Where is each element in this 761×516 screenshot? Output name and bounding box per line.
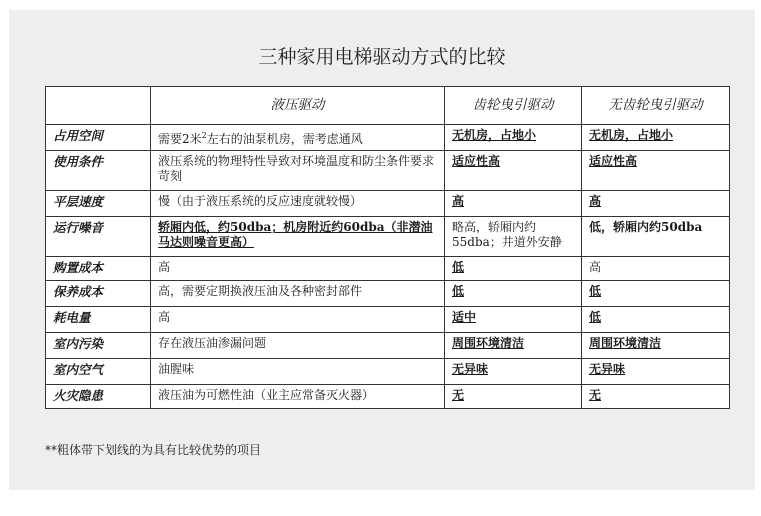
- row-label: 占用空间: [46, 125, 151, 151]
- row-label: 室内污染: [46, 333, 151, 359]
- cell-geared: 周围环境清洁: [445, 333, 582, 359]
- cell-hydraulic: 轿厢内低，约50dba；机房附近约60dba（非潜油马达则噪音更高）: [151, 217, 445, 257]
- cell-gearless: 低，轿厢内约50dba: [582, 217, 730, 257]
- table-row: [46, 191, 730, 217]
- cell-hydraulic: 液压系统的物理特性导致对环境温度和防尘条件要求苛刻: [151, 151, 445, 191]
- cell-geared: 略高，轿厢内约55dba；井道外安静: [445, 217, 582, 257]
- cell-geared: 适应性高: [445, 151, 582, 191]
- cell-gearless: 适应性高: [582, 151, 730, 191]
- cell-hydraulic: 慢（由于液压系统的反应速度就较慢）: [151, 191, 445, 217]
- cell-gearless: 高: [582, 191, 730, 217]
- cell-gearless: 无机房，占地小: [582, 125, 730, 151]
- cell-geared: 无: [445, 385, 582, 409]
- cell-geared: 高: [445, 191, 582, 217]
- cell-gearless: 周围环境清洁: [582, 333, 730, 359]
- row-label: 平层速度: [46, 191, 151, 217]
- cell-hydraulic: 需要2米$^2$左右的油泵机房，需考虑通风: [151, 125, 445, 151]
- cell-hydraulic: 存在液压油渗漏问题: [151, 333, 445, 359]
- cell-gearless: 高: [582, 257, 730, 281]
- cell-hydraulic: 液压油为可燃性油（业主应常备灭火器）: [151, 385, 445, 409]
- header-corner: [46, 87, 151, 125]
- table-row: [46, 257, 730, 281]
- table-row: [46, 333, 730, 359]
- table-row: [46, 125, 730, 151]
- header-geared-traction: 齿轮曳引驱动: [445, 87, 582, 125]
- row-label: 室内空气: [46, 359, 151, 385]
- cell-gearless: 低: [582, 281, 730, 307]
- header-gearless-traction: 无齿轮曳引驱动: [582, 87, 730, 125]
- cell-gearless: 无: [582, 385, 730, 409]
- row-label: 耗电量: [46, 307, 151, 333]
- cell-geared: 无机房，占地小: [445, 125, 582, 151]
- row-label: 使用条件: [46, 151, 151, 191]
- document-page: [9, 10, 755, 490]
- cell-hydraulic: 高，需要定期换液压油及各种密封部件: [151, 281, 445, 307]
- table-row: [46, 307, 730, 333]
- page-title: 三种家用电梯驱动方式的比较: [258, 46, 506, 68]
- row-label: 保养成本: [46, 281, 151, 307]
- table-row: [46, 151, 730, 191]
- cell-hydraulic: 高: [151, 307, 445, 333]
- row-label: 火灾隐患: [46, 385, 151, 409]
- cell-gearless: 低: [582, 307, 730, 333]
- table-row: [46, 359, 730, 385]
- cell-geared: 适中: [445, 307, 582, 333]
- row-label: 购置成本: [46, 257, 151, 281]
- footnote: **粗体带下划线的为具有比较优势的项目: [45, 443, 262, 457]
- cell-gearless: 无异味: [582, 359, 730, 385]
- row-label: 运行噪音: [46, 217, 151, 257]
- table-row: [46, 385, 730, 409]
- cell-geared: 低: [445, 257, 582, 281]
- table-row: [46, 217, 730, 257]
- comparison-table: [45, 86, 730, 409]
- cell-hydraulic: 高: [151, 257, 445, 281]
- cell-geared: 低: [445, 281, 582, 307]
- table-row: [46, 281, 730, 307]
- header-hydraulic: 液压驱动: [151, 87, 445, 125]
- cell-hydraulic: 油腥味: [151, 359, 445, 385]
- cell-geared: 无异味: [445, 359, 582, 385]
- table-header-row: [46, 87, 730, 125]
